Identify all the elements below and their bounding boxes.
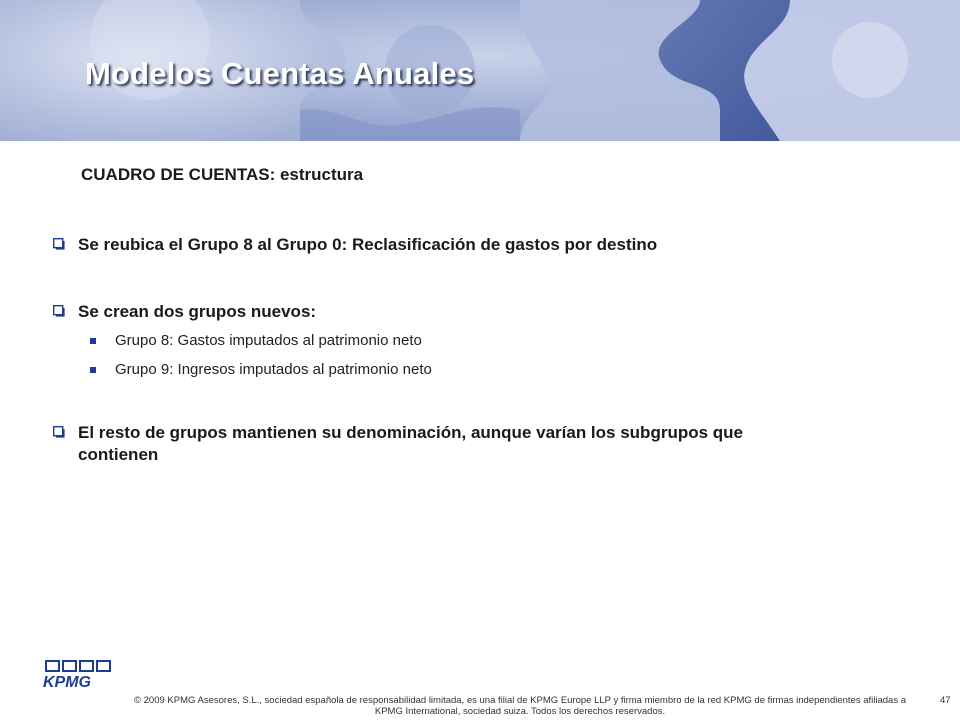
bullet-text: Se crean dos grupos nuevos: <box>78 302 317 321</box>
bullet-item <box>52 301 842 323</box>
square-bullet-icon <box>90 338 96 344</box>
page-number: 47 <box>940 695 951 706</box>
checkbox-bullet-icon <box>52 426 66 438</box>
checkbox-bullet-icon <box>52 305 66 317</box>
sub-bullet-text: Grupo 8: Gastos imputados al patrimonio neto <box>115 332 422 349</box>
header-banner <box>0 0 960 141</box>
square-bullet-icon <box>90 367 96 373</box>
bullet-item <box>52 422 772 466</box>
sub-bullet-item <box>90 360 432 380</box>
checkbox-bullet-icon <box>52 238 66 250</box>
copyright-footer: © 2009 KPMG Asesores, S.L., sociedad española de responsabilidad limitada, es una filial de KPMG Europe LLP y firma miembro de la red KPMG de firmas independientes afiliadas a KPMG International, sociedad suiza. Todos los derechos reservados. <box>134 695 906 717</box>
bullet-item <box>52 234 842 256</box>
kpmg-logo <box>42 660 114 690</box>
sub-bullet-item <box>90 331 422 351</box>
kpmg-logo-text: KPMG <box>43 674 91 690</box>
slide-title: Modelos Cuentas Anuales <box>85 56 475 91</box>
bullet-text: El resto de grupos mantienen su denominación, aunque varían los subgrupos que contienen <box>78 423 743 464</box>
bullet-text: Se reubica el Grupo 8 al Grupo 0: Reclasificación de gastos por destino <box>78 235 658 254</box>
sub-bullet-text: Grupo 9: Ingresos imputados al patrimonio neto <box>115 361 432 378</box>
section-subtitle: CUADRO DE CUENTAS: estructura <box>81 165 364 184</box>
